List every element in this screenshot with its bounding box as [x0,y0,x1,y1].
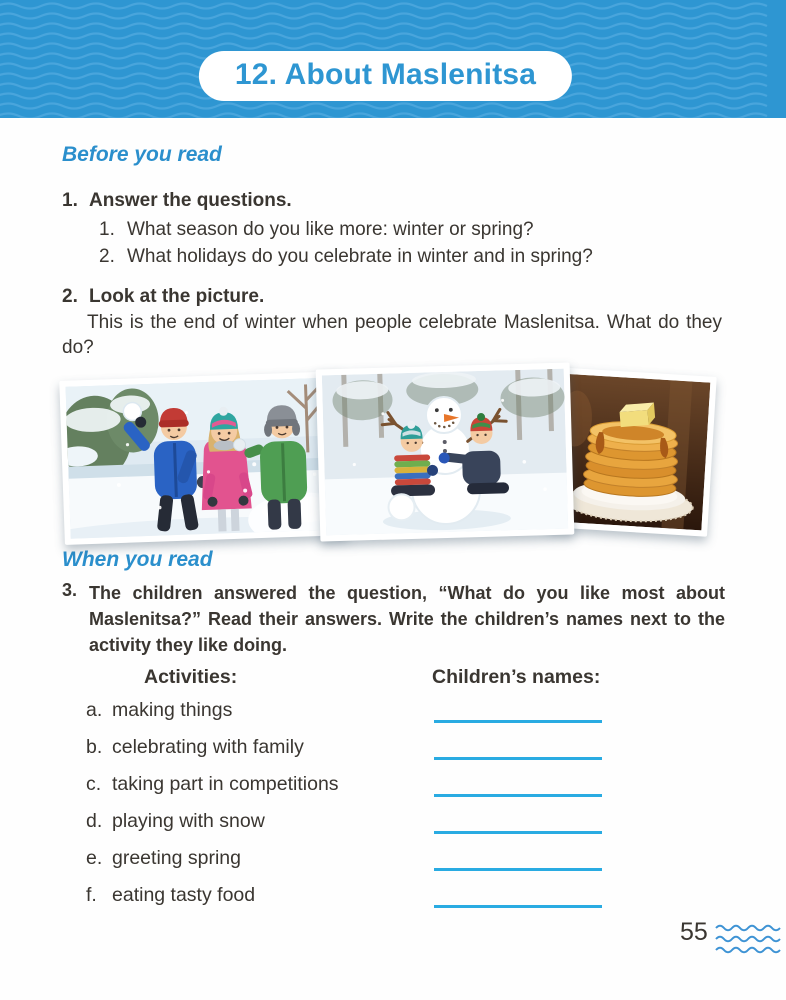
answer-line [434,757,602,760]
answer-line [434,831,602,834]
section-heading-before-you-read: Before you read [62,143,222,166]
question-number: 2. [99,246,115,267]
activity-label: playing with snow [112,810,265,832]
activity-label: celebrating with family [112,736,304,758]
page-number: 55 [680,918,708,946]
photo-collage [0,364,786,542]
column-header-names: Children’s names: [432,666,601,688]
section-heading-when-you-read: When you read [62,548,213,571]
intro-paragraph: This is the end of winter when people celebrate Maslenitsa. What do they do? [62,312,722,358]
header-banner [0,0,786,118]
pancakes-illustration [554,374,711,531]
task-1 [62,190,292,212]
unit-title-pill [199,51,572,101]
task-number: 1. [62,190,78,211]
task-number: 2. [62,286,78,307]
activity-row [0,736,786,766]
activity-letter: c. [86,773,102,795]
unit-title: 12. About Maslenitsa [234,58,537,91]
question-item [99,219,534,241]
activity-row [0,699,786,729]
task-number: 3. [62,580,78,600]
answer-line [434,720,602,723]
task-3 [62,580,726,658]
task-instruction: The children answered the question, “What do you like most about Maslenitsa?” Read their answers. Write the children’s names next to the activity they like doing. [89,583,725,655]
photo-children-building-snowman [316,362,575,541]
task-instruction: Answer the questions. [89,190,292,211]
activity-letter: f. [86,884,97,906]
activity-row [0,810,786,840]
snowman-illustration [322,369,568,536]
activity-row [0,773,786,803]
activity-label: greeting spring [112,847,241,869]
snowball-fight-illustration [65,377,342,538]
activity-label: taking part in competitions [112,773,339,795]
activity-label: making things [112,699,233,721]
activity-label: eating tasty food [112,884,256,906]
task-2 [62,286,264,308]
activity-row [0,847,786,877]
column-header-activities: Activities: [144,666,238,688]
task-instruction: Look at the picture. [89,286,265,307]
question-number: 1. [99,219,115,240]
answer-line [434,794,602,797]
activity-row [0,884,786,914]
activity-letter: b. [86,736,103,758]
question-item [99,246,593,268]
photo-children-snowball-fight [59,371,349,545]
answer-line [434,868,602,871]
question-text: What holidays do you celebrate in winter and in spring? [127,246,593,267]
answer-line [434,905,602,908]
activity-letter: e. [86,847,103,869]
activity-letter: a. [86,699,103,721]
question-text: What season do you like more: winter or spring? [127,219,534,240]
footer-wave-decoration [715,922,785,956]
activity-letter: d. [86,810,103,832]
